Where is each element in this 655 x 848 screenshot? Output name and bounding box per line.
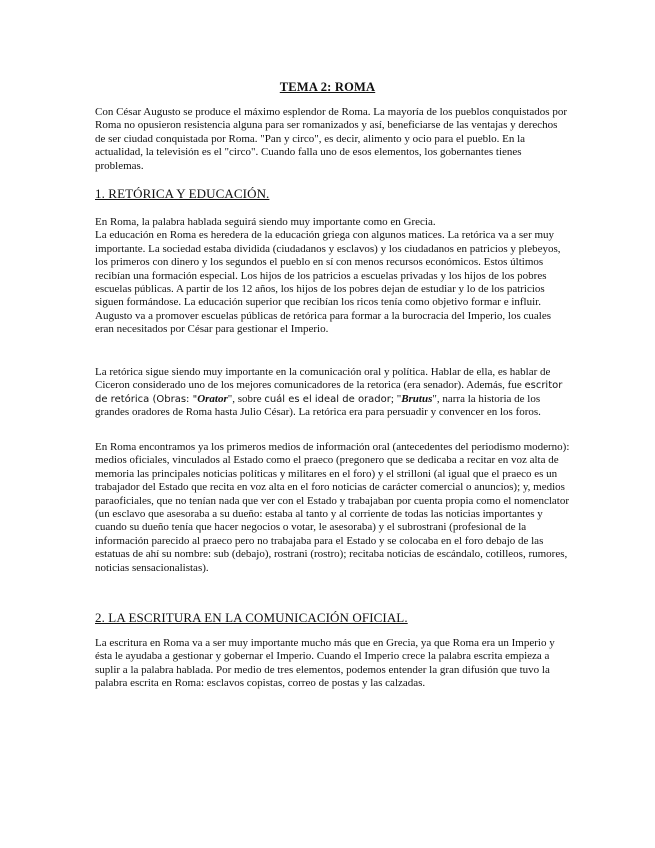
page-title: TEMA 2: ROMA xyxy=(279,80,376,94)
p2-text-i: ", narra la historia de los grandes oradores de Roma hasta Julio César). La retórica era para persuadir y convencer en los foros. xyxy=(95,392,541,419)
p2-text-f: cuál es el ideal de orador xyxy=(264,393,391,405)
p2-text-e: ", sobre xyxy=(227,392,265,405)
section1-p1-body: La educación en Roma es heredera de la educación griega con algunos matices. La retórica va a ser muy importante. La sociedad estaba dividida (ciudadanos y esclavos) y los ciudadanos en patricios y plebeyos, los primeros con dinero y los segundos el pueblo en sí con menos recursos económicos. Estos últimos recibían una formación especial. Los hijos de los patricios a escuelas privadas y los hijos de los pobres escuelas públicas. A partir de los 12 años, los hijos de los pobres dejan de estudiar y lo de los patricios siguen formándose. La educación superior que recibían los ricos tenía como objetivo formar e influir. Augusto va a promover escuelas públicas de retórica para formar a la burocracia del Imperio, los cuales eran necesitados por César para gestionar el Imperio. xyxy=(95,229,561,336)
section-heading-escritura: 2. LA ESCRITURA EN LA COMUNICACIÓN OFICIAL. xyxy=(95,610,408,625)
section2-p1: La escritura en Roma va a ser muy importante mucho más que en Grecia, ya que Roma era un Imperio y ésta le ayudaba a gestionar y gobernar el Imperio. Cuando el Imperio crece la palabra escrita empieza a suplir a la palabra hablada. Por medio de tres elementos, podemos entender la gran difusión que tuvo la palabra escrita en Roma: esclavos copistas, correo de postas y las calzadas. xyxy=(95,637,555,690)
section1-p3: En Roma encontramos ya los primeros medios de información oral (antecedentes del periodismo moderno): medios oficiales, vinculados al Estado como el praeco (pregonero que se dedicaba a recitar en voz alta de memoria las principales noticias políticas y militares en el foro) y el strilloni (al igual que el praeco es un trabajador del Estado que recita en voz alta en el foro noticias de carácter comercial o anuncios); y, medios paraoficiales, que no tenían nada que ver con el Estado y trabajaban por cuenta propia como el nomenclator (un esclavo que asesoraba a su dueño: estaba al tanto y al corriente de todas las noticias importantes y cuando su dueño tenía que hacer negocios o votar, le asesoraba) y el subrostrani (profesional de la información parecido al praeco pero no trabajaba para el Estado y se colocaba en el foro debajo de las estatuas de ahí su nombre: sub (debajo), rostrani (rostro); recitaba noticias de escándalo, cotilleos, rumores, noticias sensacionalistas). xyxy=(95,441,570,574)
intro-text: Con César Augusto se produce el máximo esplendor de Roma. La mayoría de los pueblos conquistados por Roma no opusieron resistencia alguna para ser romanizados y así, beneficiarse de las ventajas y derechos de ser ciudad conquistada por Roma. "Pan y circo", es decir, alimento y ocio para el pueblo. En la actualidad, la televisión es el "circo". Cuando falla uno de esos elementos, los gobernantes tienes problemas. xyxy=(95,106,567,172)
intro-paragraph xyxy=(95,106,570,173)
section2-paragraph-1 xyxy=(95,637,570,691)
section-heading-retorica: 1. RETÓRICA Y EDUCACIÓN. xyxy=(95,186,270,201)
section1-p2 xyxy=(95,366,570,420)
p2-work-brutus: Brutus xyxy=(401,392,433,405)
p2-text-c: (Obras: " xyxy=(149,393,198,405)
section1-p1-first-line: En Roma, la palabra hablada seguirá siendo muy importante como en Grecia. xyxy=(95,216,436,228)
p2-text-g: ; " xyxy=(390,392,402,405)
p2-text-b: escritor de retórica xyxy=(95,380,563,405)
p2-text-a: La retórica sigue siendo muy importante en la comunicación oral y política. Hablar de ella, es hablar de Ciceron considerado uno de los mejores comunicadores de la retorica (era senador). Además, fue xyxy=(95,366,551,392)
p2-work-orator: Orator xyxy=(197,392,228,405)
section1-paragraph-3 xyxy=(95,441,570,575)
section1-paragraph-2 xyxy=(95,366,570,420)
section1-paragraph-1 xyxy=(95,216,570,337)
